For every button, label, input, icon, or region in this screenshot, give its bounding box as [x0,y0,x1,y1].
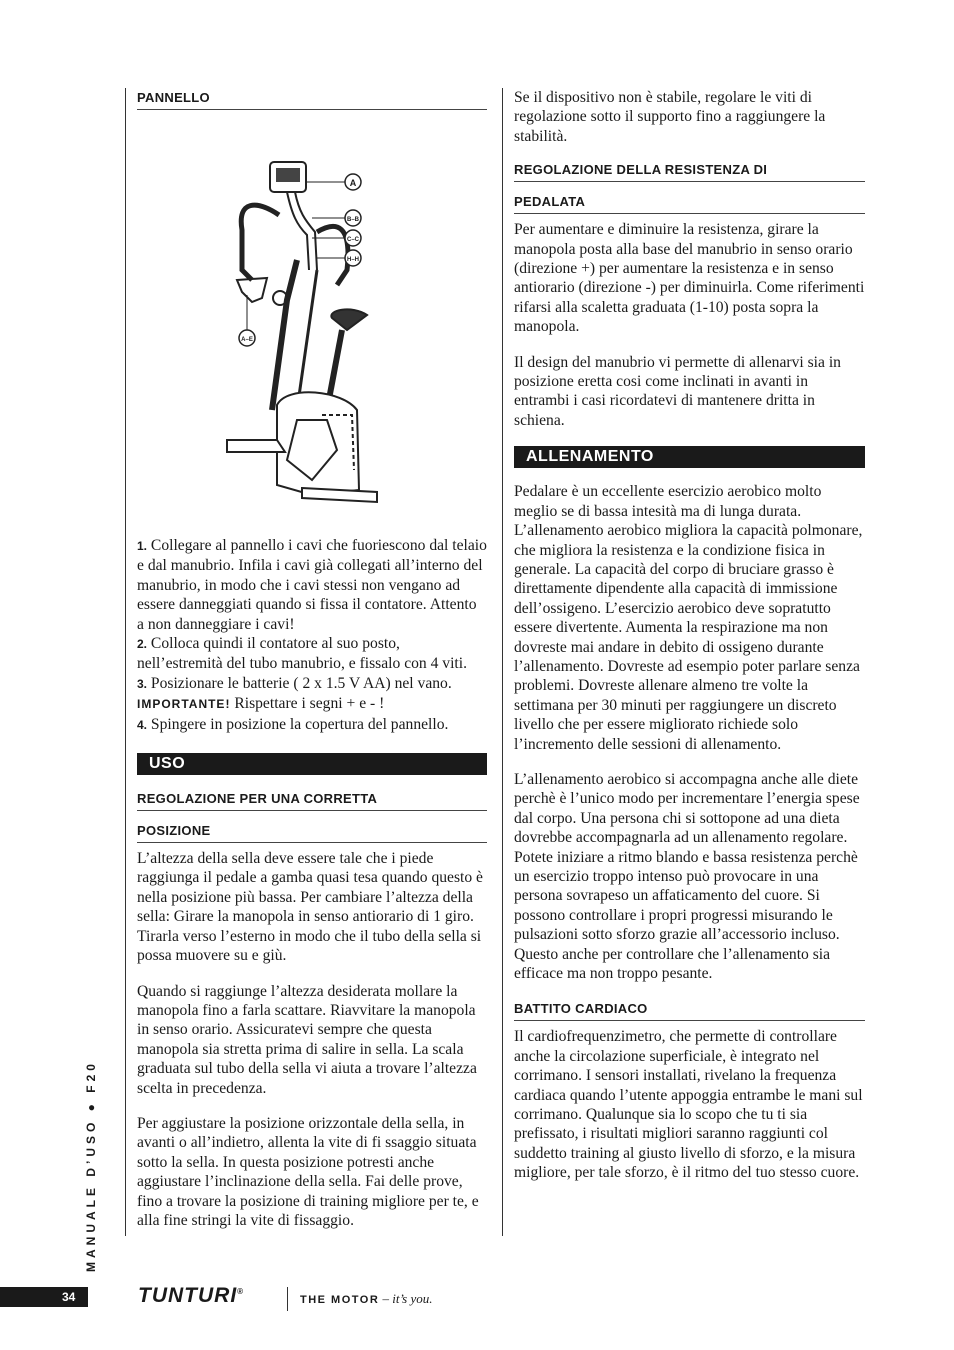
step-num: 2. [137,637,148,652]
label-a: A [349,178,357,188]
step-text: Colloca quindi il contatore al suo posto, nell’estremità del tubo manubrio, e fissalo con 4 viti. [137,635,467,673]
step-text: Collegare al pannello i cavi che fuoriescono dal telaio e dal manubrio. Infila i cavi già collegati all’interno del manubrio, in modo che i cavi stessi non vengano ad essere danneggiati quando si fissa il contatore. Attento a non danneggiare i cavi! [137,537,487,633]
position-paragraph: Per aggiustare la posizione orizzontale della sella, in avanti o all’indietro, allenta la vite di fi ssaggio situata sotto la sella. In questa posizione potresti anche aggiustare l’inclinazione della sella. Fai delle prove, fino a trovare la posizione di training migliore per te, e alla fine stringi la vite di fissaggio. [137,1114,479,1229]
brand-logo [138,1284,244,1308]
tagline-motor: THE MOTOR [300,1294,380,1306]
important-label: IMPORTANTE! [137,697,231,712]
pannello-heading: PANNELLO [137,88,487,110]
position-paragraph: Quando si raggiunge l’altezza desiderata mollare la manopola fino a farla scattare. Riavvitare la manopola in senso orario. Assicuratevi sempre che questa manopola sia stretta prima di salire in sella. La scala graduata sul tubo della sella vi aiuta a trovare l’altezza scelta in precedenza. [137,982,477,1097]
label-cc: C–C [346,237,360,243]
training-paragraph: L’allenamento aerobico si accompagna anche alle diete perchè è l’unico modo per incrementare l’energia spese dal corpo. Una persona chi si sottopone ad una dieta dovrebbe accompagnarla ad un allenamento regolare. Potete iniziare a ritmo blando e bassa resistenza perchè un esercizio troppo intenso può provocare in una persona sovrapeso un affaticamento del cuore. Si possono controllare i propri progressi misurando le pulsazioni sotto sforzo grazie all’accessorio incluso. Questo anche per controllare che l’allenamento sia efficace ma non troppo pesante. [514,770,860,983]
step-num: 1. [137,539,148,553]
resistance-paragraph: Il design del manubrio vi permette di allenarvi sia in posizione eretta cosi come inclinati in avanti in entrambi i casi ricordatevi di mantenere dritta in schiena. [514,353,841,429]
position-heading-2: POSIZIONE [137,821,487,843]
resistance-heading-1: REGOLAZIONE DELLA RESISTENZA DI [514,160,865,182]
tagline-its-you: – it’s you. [379,1291,433,1306]
steps-paragraph [137,536,487,735]
left-column [137,88,487,1230]
training-paragraph: Pedalare è un eccellente esercizio aerobico molto meglio se di bassa intesità ma di lunga durata. L’allenamento aerobico migliora la capacità polmonare, che migliora la resistenza e la condizione fisica in generale. La capacità del corpo di bruciare grasso è direttamente dipendente alla capacità di immissione dell’ossigeno. L’esercizio aerobico deve sopratutto essere divertente. Aumenta la respirazione ma non dovreste mai andare in debito di ossigeno durante l’allenamento. Dovreste ad esempio poter parlare senza problemi. Dovreste allenare almeno tre volte la settimana per 30 minuti per raggiungere un discreto livello che per essere migliorato richiede solo l’incremento delle sessioni di allenamento. [514,483,863,753]
uso-heading: USO [137,753,487,775]
tagline [300,1291,433,1307]
heart-paragraph: Il cardiofrequenzimetro, che permette di controllare anche la circolazione superficiale, è integrato nel corrimano. I sensori installati, rivelano la frequenza cardiaca quando l’utente appoggia entrambe le mani sul corrimano. Qualunque sia lo scopo che tu ti sia prefissato, i risultati migliori saranno raggiunti col suddetto training al giusto livello di sforzo, e la misura migliore, per tale sforzo, è il ritmo del tuo stesso cuore. [514,1028,863,1182]
training-heading: ALLENAMENTO [514,446,865,468]
label-bb: B–B [346,217,360,223]
label-ae: A–E [241,337,253,343]
important-text: Rispettare i segni + e - ! [230,695,385,713]
resistance-heading-2: PEDALATA [514,192,865,214]
brand-name: TUNTURI [138,1284,238,1307]
heart-heading: BATTITO CARDIACO [514,999,865,1021]
position-paragraph: L’altezza della sella deve essere tale che i piede raggiunga il pedale a gamba quasi tesa quando questo è nella posizione più bassa. Per cambiare l’altezza della sella: Girare la manopola in senso antiorario di 1 giro. Tirarla verso l’esterno in modo che il tubo della sella si possa muovere su e giù. [137,850,483,965]
step-num: 3. [137,676,148,691]
registered-mark: ® [237,1287,245,1296]
bike-diagram [137,120,487,520]
step-text: Spingere in posizione la copertura del pannello. [147,715,449,733]
right-column [514,88,865,1183]
position-heading-1: REGOLAZIONE PER UNA CORRETTA [137,789,487,811]
label-hh: H–H [346,257,360,263]
page-number: 34 [0,1287,88,1307]
step-text: Posizionare le batterie ( 2 x 1.5 V AA) nel vano. [147,674,452,692]
side-text: MANUALE D’USO ● F20 [84,1060,98,1272]
step-num: 4. [137,717,148,732]
resistance-paragraph: Per aumentare e diminuire la resistenza, girare la manopola posta alla base del manubrio in senso orario (direzione +) per aumentare la resistenza e in senso antiorario (direzione -) per diminuirla. Come riferimenti rifarsi alla scaletta graduata (1-10) posta sopra la manopola. [514,221,865,336]
stability-paragraph: Se il dispositivo non è stabile, regolare le viti di regolazione sotto il supporto fino a raggiungere la stabilità. [514,89,826,145]
